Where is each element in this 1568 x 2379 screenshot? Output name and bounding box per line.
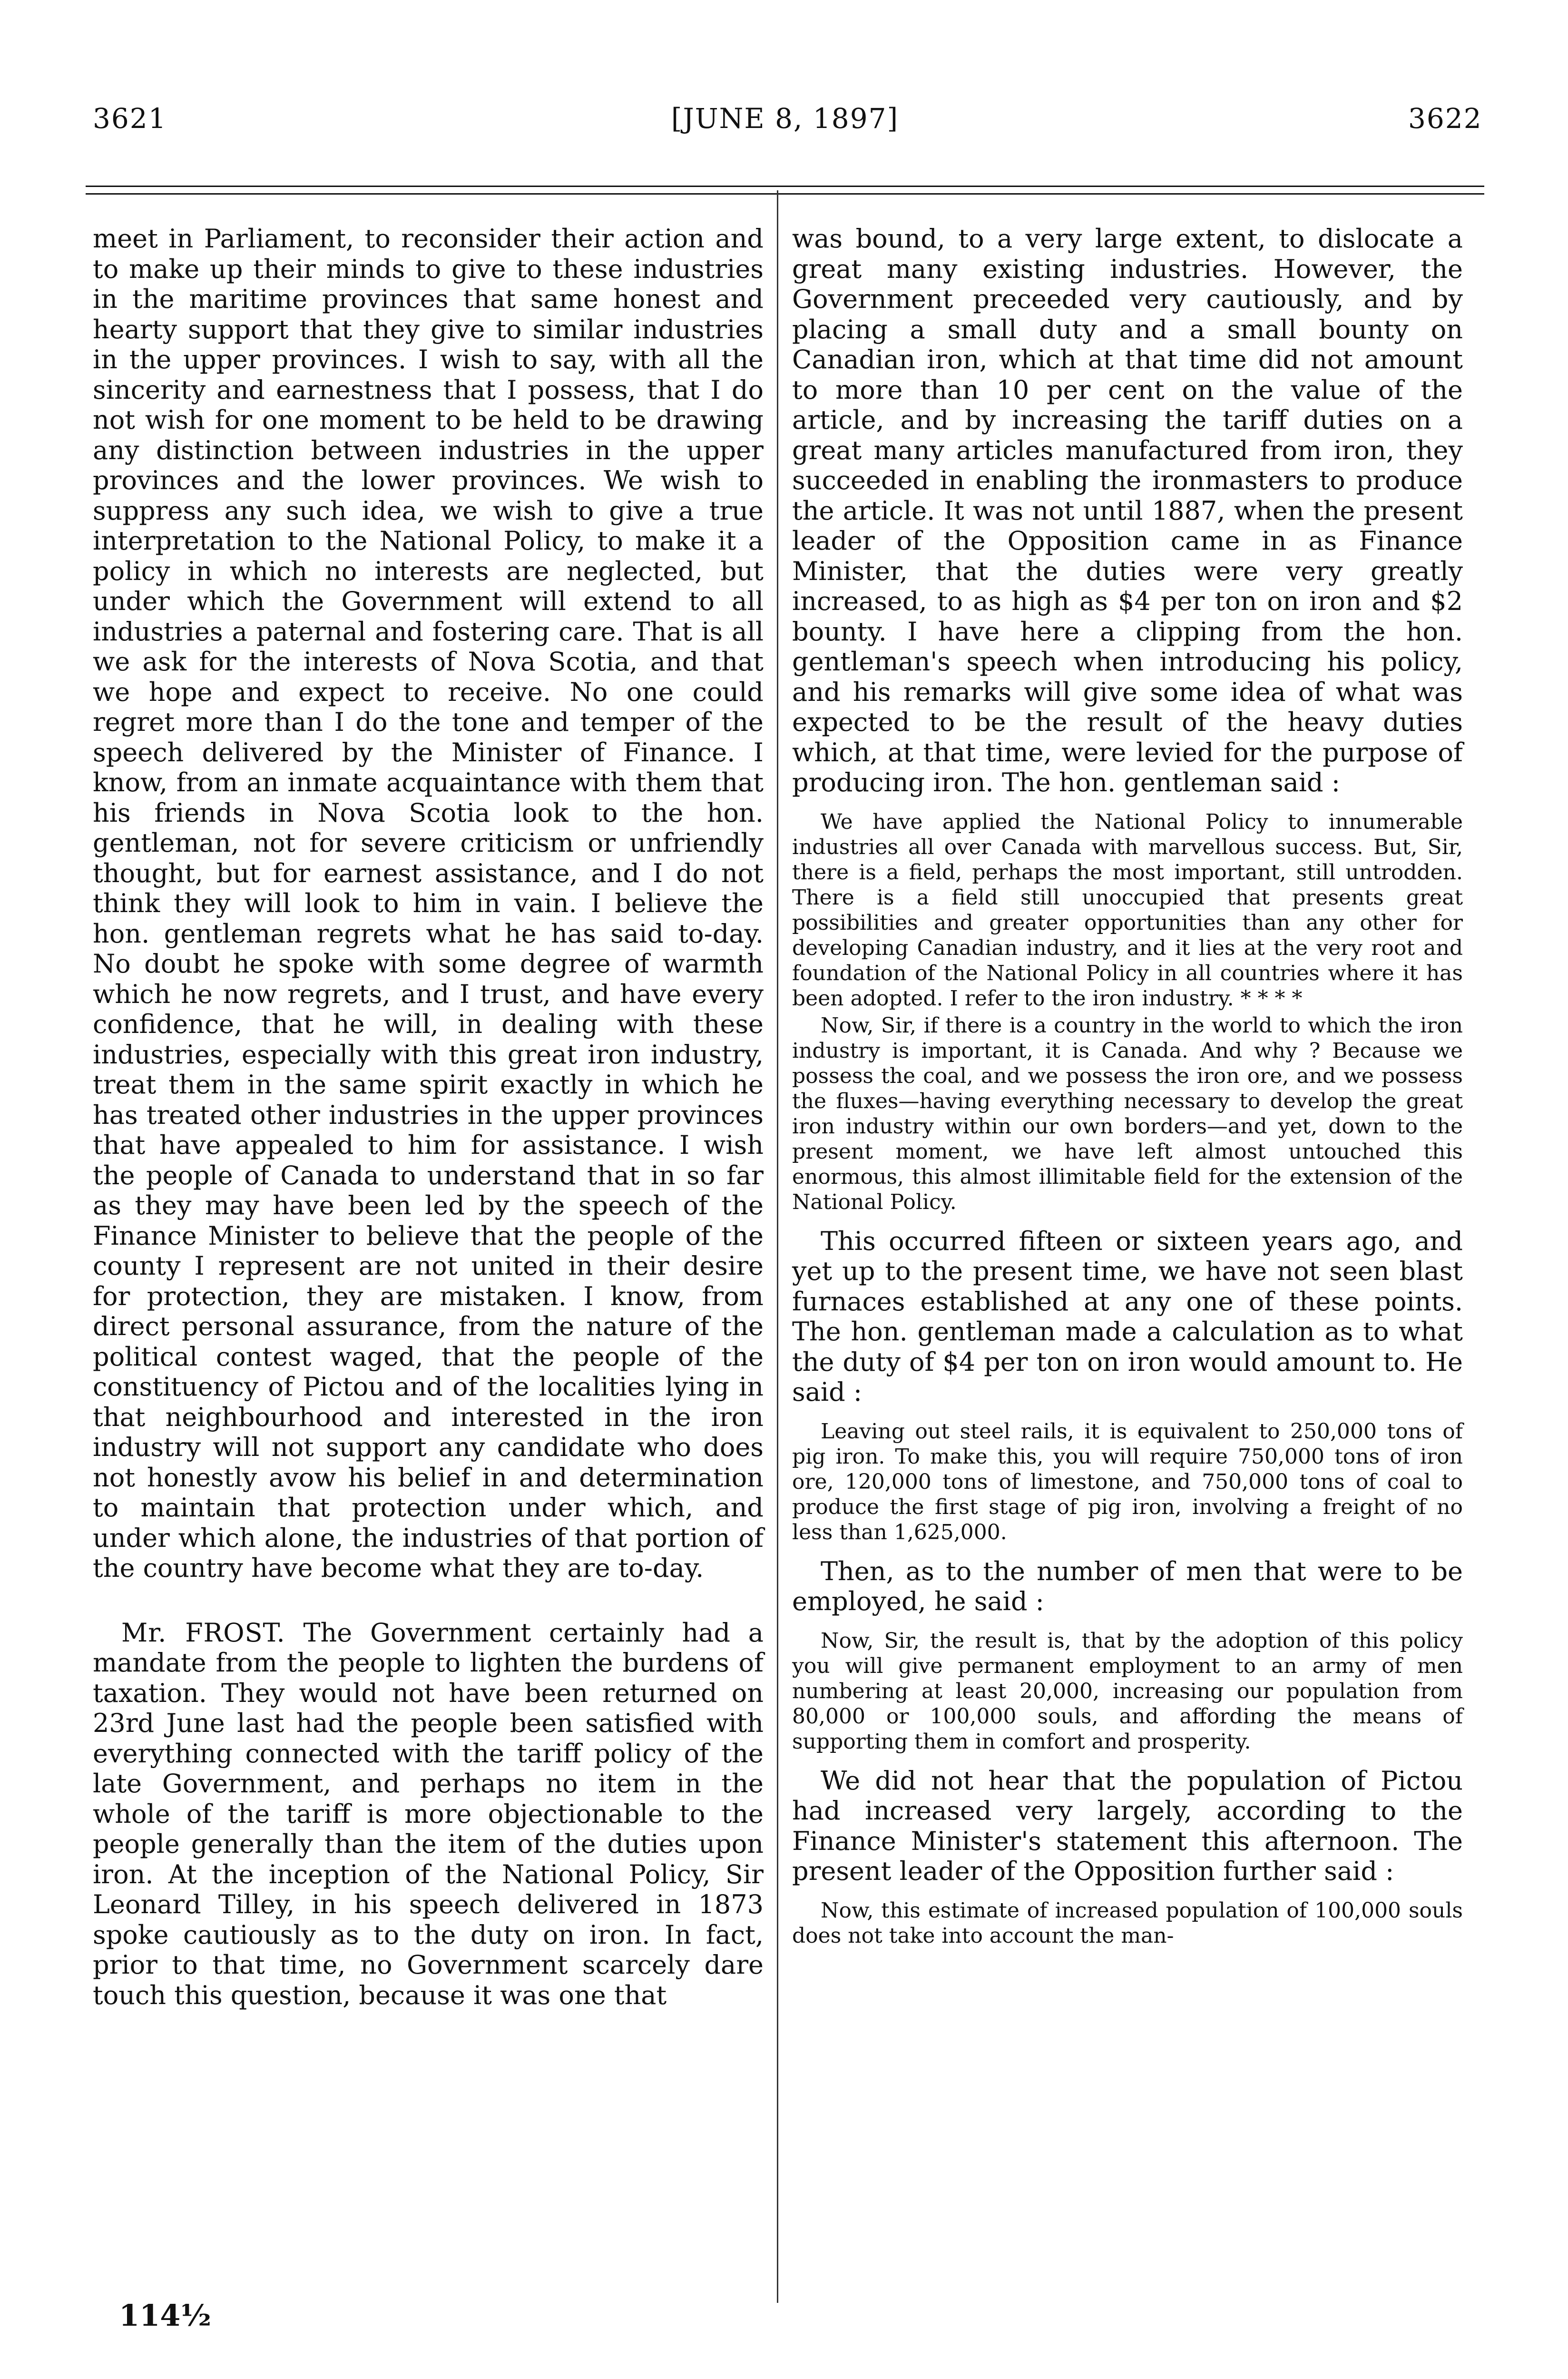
right-paragraph-3: Then, as to the number of men that were to be employed, he said :	[792, 1556, 1463, 1616]
header-rule-bottom	[86, 193, 1484, 195]
signature-mark: 114½	[119, 2298, 212, 2333]
left-column	[93, 224, 764, 2010]
right-column	[792, 224, 1463, 1960]
right-paragraph-1: was bound, to a very large extent, to dislocate a great many existing industries. However, the Government preceeded very cautiously, and by placing a small duty and a small bounty on Canadian iron, which at that time did not amount to more than 10 per cent on the value of the article, and by increasing the tariff duties on a great many articles manufactured from iron, they succeeded in enabling the ironmasters to produce the article. It was not until 1887, when the present leader of the Opposition came in as Finance Minister, that the duties were very greatly increased, to as high as $4 per ton on iron and $2 bounty. I have here a clipping from the hon. gentleman's speech when introducing his policy, and his remarks will give some idea of what was expected to be the result of the heavy duties which, at that time, were levied for the purpose of producing iron. The hon. gentleman said :	[792, 224, 1463, 797]
quote-1: We have applied the National Policy to innumerable industries all over Canada with marvellous success. But, Sir, there is a field, perhaps the most important, still untrodden. There is a field still unoccupied that presents great possibilities and greater opportunities than any other for developing Canadian industry, and it lies at the very root and foundation of the National Policy in all countries where it has been adopted. I refer to the iron industry. * * * *	[792, 809, 1463, 1011]
quote-3: Leaving out steel rails, it is equivalent to 250,000 tons of pig iron. To make this, you will require 750,000 tons of iron ore, 120,000 tons of limestone, and 750,000 tons of coal to produce the first stage of pig iron, involving a freight of no less than 1,625,000.	[792, 1419, 1463, 1544]
left-paragraph-2	[93, 1618, 764, 2011]
column-divider	[777, 190, 778, 2303]
right-paragraph-2: This occurred fifteen or sixteen years ago, and yet up to the present time, we have not seen blast furnaces established at any one of these points. The hon. gentleman made a calculation as to what the duty of $4 per ton on iron would amount to. He said :	[792, 1226, 1463, 1407]
issue-date: [JUNE 8, 1897]	[671, 102, 899, 135]
quote-2: Now, Sir, if there is a country in the world to which the iron industry is important, it is Canada. And why ? Because we possess the coal, and we possess the iron ore, and we possess the fluxes—having everything necessary to develop the great iron industry within our own borders—and yet, down to the present moment, we have left almost untouched this enormous, this almost illimitable field for the extension of the National Policy.	[792, 1013, 1463, 1214]
header-rule-top	[86, 186, 1484, 187]
right-paragraph-4: We did not hear that the population of Pictou had increased very largely, according to the Finance Minister's statement this afternoon. The present leader of the Opposition further said :	[792, 1765, 1463, 1886]
speaker-text: The Government certainly had a mandate from the people to lighten the burdens of taxation. They would not have been returned on 23rd June last had the people been satisfied with everything connected with the tariff policy of the late Government, and perhaps no item in the whole of the tariff is more objectionable to the people generally than the item of the duties upon iron. At the inception of the National Policy, Sir Leonard Tilley, in his speech delivered in 1873 spoke cautiously as to the duty on iron. In fact, prior to that time, no Government scarcely dare touch this question, because it was one that	[93, 1617, 764, 2010]
left-paragraph-1: meet in Parliament, to reconsider their action and to make up their minds to give to these industries in the maritime provinces that same honest and hearty support that they give to similar industries in the upper provinces. I wish to say, with all the sincerity and earnestness that I possess, that I do not wish for one moment to be held to be drawing any distinction between industries in the upper provinces and the lower provinces. We wish to suppress any such idea, we wish to give a true interpretation to the National Policy, to make it a policy in which no interests are neglected, but under which the Government will extend to all industries a paternal and fostering care. That is all we ask for the interests of Nova Scotia, and that we hope and expect to receive. No one could regret more than I do the tone and temper of the speech delivered by the Minister of Finance. I know, from an inmate acquaintance with them that his friends in Nova Scotia look to the hon. gentleman, not for severe criticism or unfriendly thought, but for earnest assistance, and I do not think they will look to him in vain. I believe the hon. gentleman regrets what he has said to-day. No doubt he spoke with some degree of warmth which he now regrets, and I trust, and have every confidence, that he will, in dealing with these industries, especially with this great iron industry, treat them in the same spirit exactly in which he has treated other industries in the upper provinces that have appealed to him for assistance. I wish the people of Canada to understand that in so far as they may have been led by the speech of the Finance Minister to believe that the people of the county I represent are not united in their desire for protection, they are mistaken. I know, from direct personal assurance, from the nature of the political contest waged, that the people of the constituency of Pictou and of the localities lying in that neighbourhood and interested in the iron industry will not support any candidate who does not honestly avow his belief in and determination to maintain that protection under which, and under which alone, the industries of that portion of the country have become what they are to-day.	[93, 224, 764, 1583]
quote-4: Now, Sir, the result is, that by the adoption of this policy you will give permanent employment to an army of men numbering at least 20,000, increasing our population from 80,000 or 100,000 souls, and affording the means of supporting them in comfort and prosperity.	[792, 1628, 1463, 1754]
page-number-left: 3621	[93, 102, 167, 135]
speaker-name: Mr. FROST.	[121, 1617, 285, 1648]
page-number-right: 3622	[1408, 102, 1482, 135]
quote-5: Now, this estimate of increased population of 100,000 souls does not take into account the man-	[792, 1898, 1463, 1948]
page-header	[0, 102, 1568, 145]
